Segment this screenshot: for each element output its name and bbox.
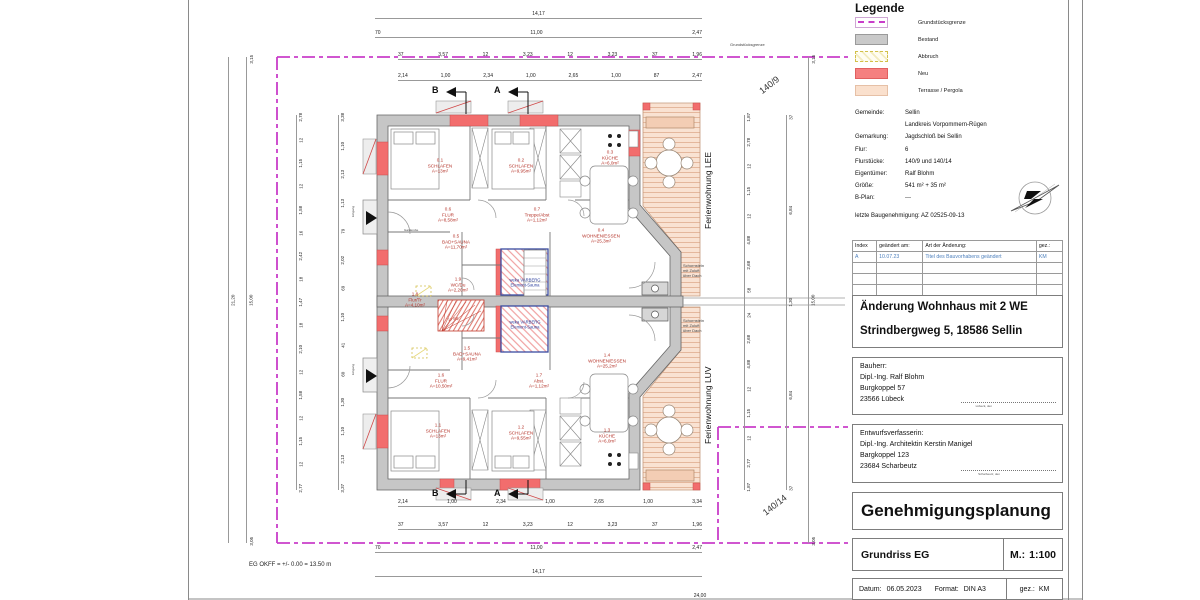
index-col-header: geändert am: xyxy=(877,241,923,252)
entrance-markers xyxy=(363,200,377,392)
section-letter-b-top: B xyxy=(432,85,439,95)
dim-value: 2,65 xyxy=(568,73,579,79)
dim-value: 3,23 xyxy=(607,522,618,528)
dim-value: 2,42 xyxy=(298,251,304,261)
info-label: B-Plan: xyxy=(855,195,875,202)
dim-value: 3,57 xyxy=(438,52,448,58)
dim-value: 2,68 xyxy=(746,335,752,344)
dimension-chain xyxy=(398,519,702,530)
room-label: 0.6 FLUR A=8,58m² xyxy=(437,206,459,223)
dimension-chain xyxy=(375,566,702,577)
chimney-note-line: Schornstein xyxy=(683,318,705,323)
info-value: 140/9 und 140/14 xyxy=(905,158,952,165)
dim-value: 1,15 xyxy=(298,437,304,446)
sauna-label-line: weka VARBERG xyxy=(509,319,541,325)
dimension-chain xyxy=(375,8,702,19)
dim-value: 6,84 xyxy=(788,390,794,400)
room-label: 0.5 BAD+SAUNA A=11,70m² xyxy=(442,233,470,250)
dim-value: 1,10 xyxy=(340,312,346,322)
info-value: 6 xyxy=(905,146,909,153)
index-row-empty xyxy=(853,263,1063,274)
dim-value: 21,20 xyxy=(230,294,236,306)
dim-value: 1,30 xyxy=(340,397,346,407)
info-value: Sellin xyxy=(905,110,920,117)
dim-value: 2,13 xyxy=(340,169,346,179)
dim-value: 1,10 xyxy=(340,426,346,436)
dim-value: 1,13 xyxy=(340,198,346,208)
room-label: 0.7 Treppe/Abst A=1,12m² xyxy=(524,206,550,223)
entrance-label-top: Eingang xyxy=(351,206,355,218)
dim-value: 60 xyxy=(340,371,346,377)
dim-value: 2,77 xyxy=(746,458,752,468)
existing-swatch-icon xyxy=(855,34,888,45)
gez-value: KM xyxy=(1038,585,1050,593)
dim-value: 3,34 xyxy=(692,499,702,505)
new-swatch-icon xyxy=(855,68,888,79)
chimney-note-line: über Dach xyxy=(683,328,702,334)
dim-value: 12 xyxy=(746,213,752,219)
dimension-chain xyxy=(398,49,702,60)
dim-value: 2,77 xyxy=(298,483,304,493)
dim-value: 3,23 xyxy=(522,52,533,58)
dim-value: 2,34 xyxy=(496,499,506,505)
dimension-chain xyxy=(398,496,702,507)
dim-value: 1,87 xyxy=(746,112,752,122)
info-label: Gemeinde: xyxy=(855,110,885,117)
bauherr-box xyxy=(852,357,1063,415)
legend-item-label: Abbruch xyxy=(918,53,939,60)
project-title-line1: Änderung Wohnhaus mit 2 WE xyxy=(860,301,1028,313)
index-row-empty xyxy=(853,274,1063,285)
dim-value: 2,65 xyxy=(594,499,604,505)
room-label: 1.8 Flur/Tr A=4,10m² xyxy=(404,291,426,308)
legend-item-label: Terrasse / Pergola xyxy=(918,87,963,94)
entwurf-line: Bargkoppel 123 xyxy=(860,451,910,459)
room-label: 0.3 KÜCHE A=6,0m² xyxy=(601,149,619,166)
bauherr-line: Dipl.-Ing. Ralf Blohm xyxy=(860,373,925,381)
dim-value: 1,00 xyxy=(447,499,457,505)
dim-value: 70 xyxy=(375,30,381,36)
dim-value: 18 xyxy=(298,323,304,329)
info-value: --- xyxy=(905,195,911,202)
project-title-box xyxy=(852,295,1063,348)
room-label: 1.9 WC/Du A=2,20m² xyxy=(447,276,469,293)
legend-title: Legende xyxy=(855,1,905,15)
garderobe-label: Garderobe xyxy=(404,228,419,232)
demolition-swatch-icon xyxy=(855,51,888,62)
dim-value: 18 xyxy=(298,276,304,282)
legend xyxy=(852,14,1063,99)
dim-value: 58 xyxy=(746,287,752,293)
info-value: Ralf Blohm xyxy=(905,171,935,178)
signature-line xyxy=(961,470,1056,471)
room-label: 1.4 WOHNEN/ESSEN A=25,2m² xyxy=(588,352,626,369)
entwurf-line: Dipl.-Ing. Architektin Kerstin Manigel xyxy=(860,440,973,448)
dimension-chain xyxy=(808,54,819,546)
dim-value: 3,05 xyxy=(248,536,254,546)
info-label: Flur: xyxy=(855,146,867,153)
dim-value: 2,47 xyxy=(692,545,702,551)
legend-item-terrasse xyxy=(852,82,1063,99)
dim-value: 12 xyxy=(746,386,752,392)
sheet-name: Grundriss EG xyxy=(861,548,930,561)
dim-value: 2,14 xyxy=(398,499,408,505)
legend-item-grundstuecksgrenze xyxy=(852,14,1063,31)
dim-value: 37 xyxy=(652,52,658,58)
legend-item-label: Bestand xyxy=(918,36,939,43)
info-label: Gemarkung: xyxy=(855,134,889,141)
dimension-chain xyxy=(338,112,348,493)
legend-item-abbruch xyxy=(852,48,1063,65)
sauna-label-top xyxy=(509,278,540,289)
dim-value: 12 xyxy=(482,52,489,58)
entwurf-line: 23684 Scharbeutz xyxy=(860,462,917,470)
dim-value: 4,88 xyxy=(746,359,752,369)
north-arrow-icon xyxy=(1005,175,1065,221)
room-label: 1.2 SCHLAFEN A=9,55m² xyxy=(508,424,534,441)
format-label: Format: xyxy=(934,585,959,593)
dim-value: 1,15 xyxy=(746,409,752,418)
legend-item-label: Grundstücksgrenze xyxy=(918,19,966,26)
unit-label-lee: Ferienwohnung LEE xyxy=(703,151,713,229)
dim-value: 2,13 xyxy=(340,454,346,464)
index-col-header: Art der Änderung: xyxy=(923,241,1037,252)
dim-value: 1,96 xyxy=(692,522,702,528)
dim-value: 2,02 xyxy=(340,255,346,265)
dim-value: 1,96 xyxy=(692,52,702,58)
dim-value: 3,57 xyxy=(438,522,448,528)
dim-value: 6,84 xyxy=(788,205,794,215)
info-value: Jagdschloß bei Sellin xyxy=(905,134,962,141)
dim-value: 1,15 xyxy=(746,186,752,196)
dim-value: 2,34 xyxy=(483,73,493,79)
dim-value: 14,17 xyxy=(532,11,545,17)
dim-value: 37 xyxy=(398,522,404,528)
info-value: 541 m² + 35 m² xyxy=(905,183,946,190)
dim-value: 1,00 xyxy=(611,73,621,79)
dim-value: 3,15 xyxy=(248,54,254,64)
dim-value: 12 xyxy=(298,462,304,468)
dim-value: 3,23 xyxy=(607,52,618,58)
entwurf-heading: Entwurfsverfasserin: xyxy=(860,430,924,437)
room-label: 1.3 KÜCHE A=6,0m² xyxy=(598,427,616,444)
room-label: 0.2 SCHLAFEN A=9,95m² xyxy=(508,157,534,174)
bauherr-line: Burgkoppel 57 xyxy=(860,384,906,392)
info-label: Größe: xyxy=(855,183,874,190)
sauna-label-line: Element-Sauna xyxy=(510,283,540,288)
dim-value: 2,47 xyxy=(692,30,702,36)
chimney-note-top xyxy=(683,263,704,279)
dim-value: 2,10 xyxy=(298,344,304,354)
scale-value: 1:100 xyxy=(1029,548,1057,561)
dim-value: 1,00 xyxy=(525,73,536,79)
index-row-empty xyxy=(853,285,1063,296)
dim-value: 12 xyxy=(298,137,304,143)
room-label: 1.7 Abst. A=1,12m² xyxy=(528,372,550,389)
dim-value: 3,05 xyxy=(810,536,816,546)
phase-label: Genehmigungsplanung xyxy=(861,501,1051,520)
info-value: Landkreis Vorpommern-Rügen xyxy=(905,122,987,129)
party-wall-extension xyxy=(683,298,845,305)
dim-value: 87 xyxy=(653,73,660,79)
dimension-chain xyxy=(540,589,860,600)
dimension-chain xyxy=(398,70,702,81)
dim-value: 1,30 xyxy=(788,298,794,307)
terrace-swatch-icon xyxy=(855,85,888,96)
dimension-chain xyxy=(246,54,257,546)
level-note: EG OKFF = +/- 0.00 = 13.50 m xyxy=(249,562,332,568)
dim-value: 37 xyxy=(788,114,794,120)
dim-value: 3,23 xyxy=(522,522,533,528)
chimney-note-line: Schornstein xyxy=(683,263,705,268)
index-col-header: gez.: xyxy=(1036,241,1062,252)
entrance-label-bottom: Eingang xyxy=(351,364,355,376)
date-format-box xyxy=(852,578,1063,600)
dim-value: 1,15 xyxy=(298,159,304,168)
datum-label: Datum: xyxy=(859,585,882,593)
chimney-note-line: mit Zuluft xyxy=(683,268,700,274)
dim-value: 2,78 xyxy=(746,137,752,147)
chimney-note-bottom xyxy=(683,318,704,334)
chimney-note-line: über Dach xyxy=(683,273,702,279)
section-letter-a-bottom: A xyxy=(494,488,501,498)
dim-value: 11,00 xyxy=(530,545,543,551)
room-label: 1.5 BAD+SAUNA A=9,41m² xyxy=(453,345,481,362)
legend-item-bestand xyxy=(852,31,1063,48)
dim-value: 3,38 xyxy=(340,112,346,122)
dim-value: 37 xyxy=(652,522,658,528)
dim-value: 4,88 xyxy=(746,236,752,246)
info-label: Flurstücke: xyxy=(855,158,885,165)
dimension-chain xyxy=(375,27,702,38)
sauna-label-line: Element-Sauna xyxy=(510,325,540,330)
dimension-chain xyxy=(744,112,754,492)
dim-value: 1,58 xyxy=(298,390,304,400)
dim-value: 70 xyxy=(375,545,381,551)
index-col-header: Index xyxy=(853,241,877,252)
info-label: Eigentümer: xyxy=(855,171,888,178)
dim-value: 12 xyxy=(567,522,573,528)
dim-value: 12 xyxy=(298,415,304,421)
dimension-chain xyxy=(786,115,796,490)
format-value: DIN A3 xyxy=(963,585,986,593)
room-label: 0.4 WOHNEN/ESSEN A=25,3m² xyxy=(582,227,620,244)
dim-value: 14,17 xyxy=(532,569,545,575)
dim-value: 1,47 xyxy=(298,298,304,307)
bauherr-heading: Bauherr: xyxy=(860,363,887,370)
room-label: 1.1 SCHLAFEN A=13m² xyxy=(425,422,451,439)
chimney-note-line: mit Zuluft xyxy=(683,323,700,329)
dim-value: 1,00 xyxy=(643,499,653,505)
parcel-label-140-9: 140/9 xyxy=(757,74,782,96)
legend-item-neu xyxy=(852,65,1063,82)
room-label: 0.1 SCHLAFEN A=13m² xyxy=(427,157,453,174)
dim-value: 12 xyxy=(298,184,304,190)
dim-value: 24 xyxy=(746,312,752,318)
signature-line xyxy=(961,402,1056,403)
gez-label: gez.: xyxy=(1019,585,1035,593)
boundary-label: Grundstücksgrenze xyxy=(730,42,765,47)
dim-value: 16 xyxy=(298,230,304,236)
entwurfsverfasserin-box xyxy=(852,424,1063,483)
dim-value: 41 xyxy=(340,342,346,348)
datum-value: 06.05.2023 xyxy=(886,585,922,593)
dim-value: 3,15 xyxy=(810,54,816,64)
dim-value: 11,00 xyxy=(530,30,543,36)
dim-value: 2,68 xyxy=(746,260,752,270)
dim-value: 1,10 xyxy=(340,141,346,151)
dim-value: 12 xyxy=(746,435,752,441)
dim-value: 1,58 xyxy=(298,205,304,215)
approval-note: letzte Baugenehmigung: AZ 02525-09-13 xyxy=(855,212,965,219)
sauna-label-line: weka VARBERG xyxy=(509,277,541,283)
dim-value: 37 xyxy=(788,485,794,491)
dim-value: 79 xyxy=(340,228,346,234)
stair-note: 17 Stg. xyxy=(447,316,460,322)
dim-value: 2,78 xyxy=(298,112,304,122)
dim-value: 24,00 xyxy=(693,593,707,599)
bauherr-line: 23566 Lübeck xyxy=(860,395,904,403)
sauna-label-bottom xyxy=(509,320,540,331)
room-label: 1.6 FLUR A=10,50m² xyxy=(429,372,453,389)
dimension-chain xyxy=(228,57,239,543)
dim-value: 1,00 xyxy=(545,499,555,505)
dim-value: 3,37 xyxy=(340,483,346,493)
signature-hint: Lübeck, den xyxy=(975,404,992,408)
dim-value: 2,14 xyxy=(398,73,408,79)
dimension-chain xyxy=(375,542,702,553)
unit-label-luv: Ferienwohnung LUV xyxy=(703,366,713,444)
dim-value: 15,00 xyxy=(810,294,816,306)
index-row-a: A 10.07.23 Titel des Bauvorhabens geändert KM xyxy=(853,252,1063,263)
dim-value: 69 xyxy=(340,285,346,291)
sheet-name-box xyxy=(852,538,1063,571)
signature-hint: Scharbeutz, den xyxy=(978,472,1000,476)
boundary-swatch-icon xyxy=(855,17,888,28)
dim-value: 12 xyxy=(482,522,489,528)
phase-box xyxy=(852,492,1063,530)
dim-value: 1,87 xyxy=(746,483,752,492)
dim-value: 12 xyxy=(298,369,304,375)
legend-item-label: Neu xyxy=(918,70,929,77)
project-title-line2: Strindbergweg 5, 18586 Sellin xyxy=(860,325,1023,337)
section-letter-a-top: A xyxy=(494,85,501,95)
section-letter-b-bottom: B xyxy=(432,488,439,498)
parcel-label-140-14: 140/14 xyxy=(760,492,789,518)
dim-value: 12 xyxy=(567,52,573,58)
dimension-chain xyxy=(296,112,306,493)
dim-value: 12 xyxy=(746,164,752,170)
dim-value: 37 xyxy=(398,52,404,58)
scale-label: M.: xyxy=(1009,548,1026,561)
dim-value: 15,00 xyxy=(248,294,254,306)
revision-index-table xyxy=(852,240,1063,296)
dim-value: 2,47 xyxy=(692,73,702,79)
dim-value: 1,00 xyxy=(440,73,451,79)
